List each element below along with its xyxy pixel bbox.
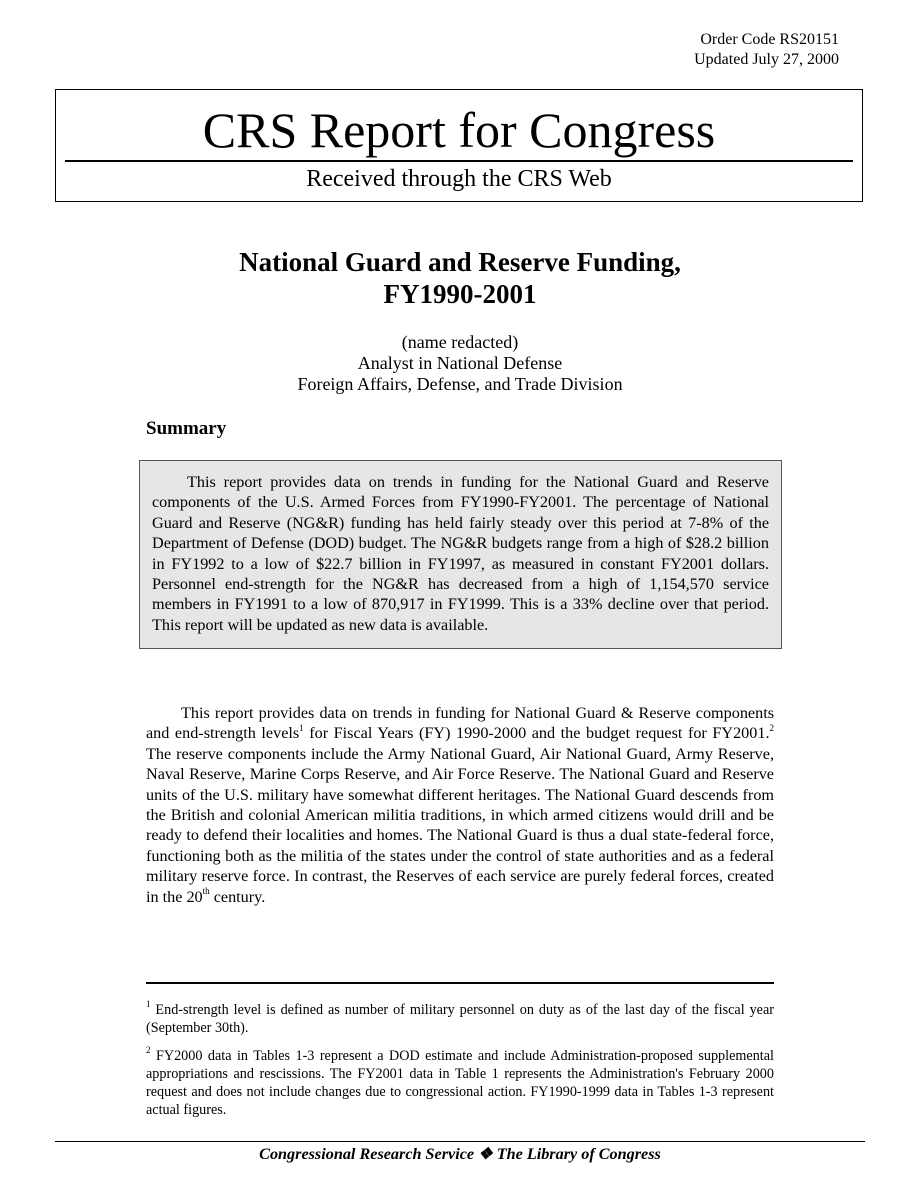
footer-divider [55, 1141, 865, 1142]
author-title: Analyst in National Defense [357, 353, 563, 373]
body-text-segment: The reserve components include the Army National Guard, Air National Guard, Army Reserve, Naval Reserve, Marine Corps Reserve, and Air Force Reserve. The National Guard and Reserve units of the U.S. military have somewhat different heritages. The National Guard descends from the British and colonial American militia traditions, in which armed citizens would drill and be ready to defend their localities and homes. The National Guard is thus a dual state-federal force, functioning both as the militia of the states under the control of state authorities and as a federal military reserve force. In contrast, the Reserves of each service are purely federal forces, created in the 20 [146, 744, 774, 906]
report-banner [55, 89, 863, 202]
footnote-text: End-strength level is defined as number of military personnel on duty as of the last day of the fiscal year (September 30th). [146, 1002, 774, 1037]
order-code: Order Code RS20151 [700, 31, 839, 48]
body-text [146, 703, 774, 907]
summary-text: This report provides data on trends in funding for the National Guard and Reserve components of the U.S. Armed Forces from FY1990-FY2001. The percentage of National Guard and Reserve (NG&R) funding has held fairly steady over this period at 7-8% of the Department of Defense (DOD) budget. The NG&R budgets range from a high of $28.2 billion in FY1992 to a low of $22.7 billion in FY1997, as measured in constant FY2001 dollars. Personnel end-strength for the NG&R has decreased from a high of 1,154,570 service members in FY1991 to a low of 870,917 in FY1999. This is a 33% decline over that period. This report will be updated as new data is available. [152, 473, 769, 634]
division-name: Foreign Affairs, Defense, and Trade Division [297, 374, 623, 394]
byline [0, 332, 920, 395]
summary-heading: Summary [146, 418, 227, 439]
banner-subtitle: Received through the CRS Web [306, 166, 612, 192]
footnote-ref-1: 1 [299, 723, 304, 734]
footnotes [146, 1001, 774, 1129]
body-paragraph [146, 703, 774, 907]
ordinal-suffix: th [202, 886, 210, 897]
banner-title: CRS Report for Congress [202, 102, 716, 158]
banner-divider [65, 160, 853, 162]
footnote-divider [146, 982, 774, 984]
footnote-mark: 2 [146, 1044, 151, 1055]
footnote-text: FY2000 data in Tables 1-3 represent a DOD estimate and include Administration-proposed supplemental appropriations and rescissions. The FY2001 data in Table 1 represents the Administration's February 2000 request and does not include changes due to congressional action. FY1990-1999 data in Tables 1-3 represent actual figures. [146, 1047, 774, 1119]
title-line-1: National Guard and Reserve Funding, [239, 247, 681, 277]
footnote-mark: 1 [146, 999, 151, 1010]
footnote-2 [146, 1044, 774, 1120]
body-text-segment: for Fiscal Years (FY) 1990-2000 and the budget request for FY2001. [303, 724, 770, 743]
summary-box [139, 460, 782, 649]
body-text-segment: century. [209, 887, 266, 906]
footnote-ref-2: 2 [769, 723, 774, 734]
updated-date: Updated July 27, 2000 [694, 51, 839, 68]
page-footer: Congressional Research Service ❖ The Library of Congress [259, 1145, 661, 1163]
body-text-segment: This report provides data on trends in funding for National Guard & Reserve components and end-strength levels [146, 704, 774, 743]
title-line-2: FY1990-2001 [383, 279, 537, 309]
document-title [0, 246, 920, 310]
order-info [694, 30, 839, 70]
author-name: (name redacted) [401, 332, 519, 352]
footnote-1 [146, 1001, 774, 1038]
